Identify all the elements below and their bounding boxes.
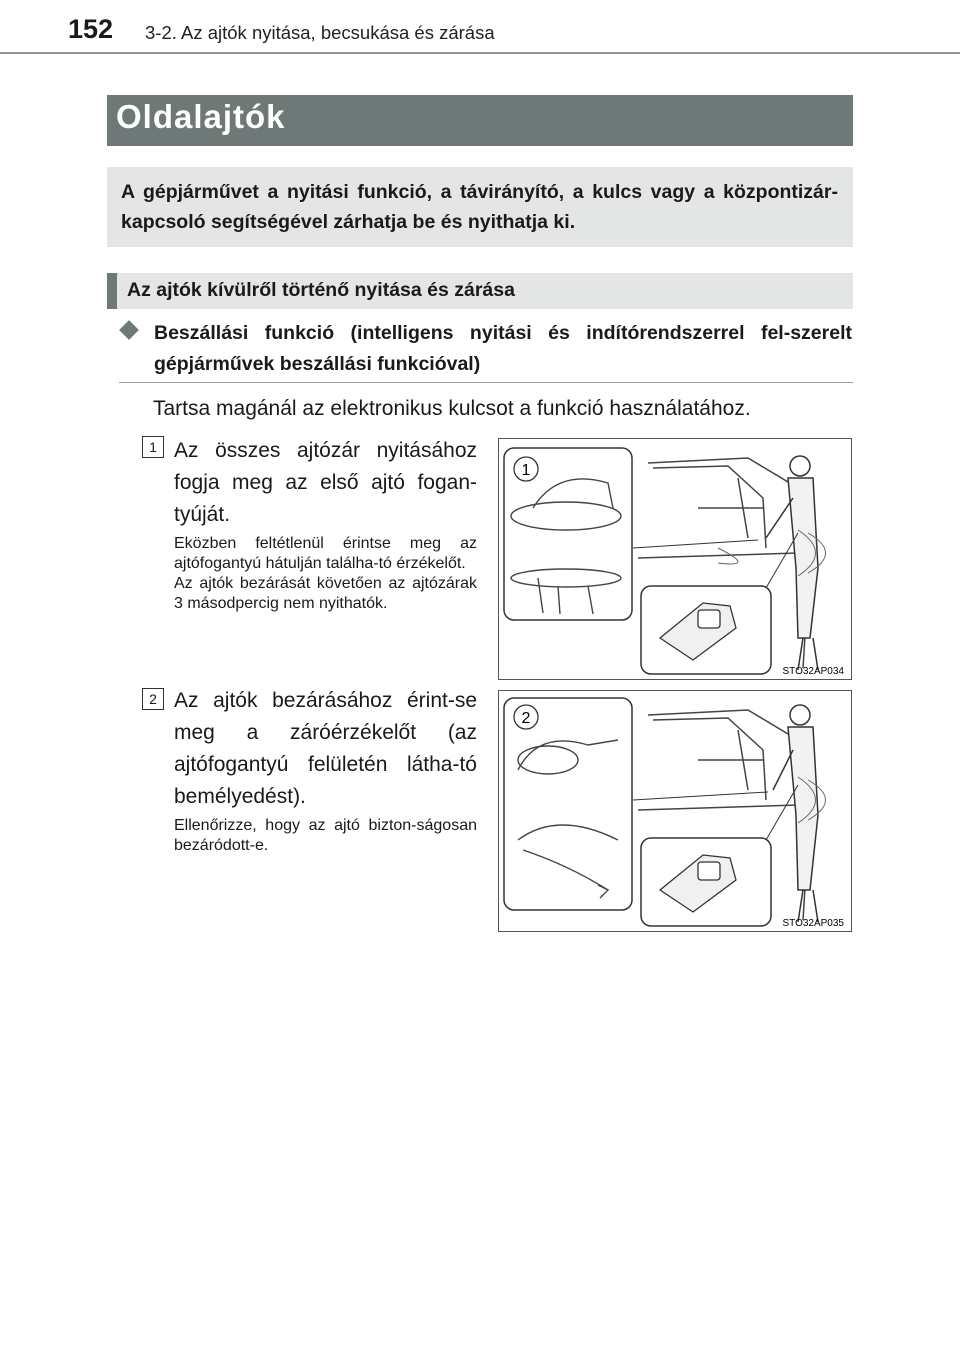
page-number: 152 xyxy=(68,14,114,44)
section-heading: Az ajtók kívülről történő nyitása és zárása xyxy=(127,279,515,301)
figure-2-label: 2 xyxy=(521,710,531,727)
step-2-text: Az ajtók bezárásához érint-se meg a záróérzékelőt (az ajtófogantyú felületén látha-tó bemélyedést). xyxy=(174,689,477,808)
step-number-badge: 1 xyxy=(142,436,164,458)
header-divider xyxy=(0,52,960,54)
step-1-note-text: Eközben feltétlenül érintse meg az ajtófogantyú hátulján találha-tó érzékelőt. Az ajtók bezárását követően az ajtózárak 3 másodpercig nem nyithatók. xyxy=(174,535,477,612)
step-1-text: Az összes ajtózár nyitásához fogja meg az első ajtó fogan-tyúját. xyxy=(174,439,477,526)
step-2-note: Ellenőrizze, hogy az ajtó bizton-ságosan bezáródott-e. xyxy=(174,817,477,854)
chapter-title: 3-2. Az ajtók nyitása, becsukása és zárása xyxy=(145,22,495,43)
figure-lock-illustration xyxy=(498,690,852,932)
figure-unlock-illustration xyxy=(498,438,852,680)
body-text: Tartsa magánál az elektronikus kulcsot a funkció használatához. xyxy=(153,397,751,420)
page-title: Oldalajtók xyxy=(116,98,286,135)
figure-2-code: STO32AP035 xyxy=(782,918,844,929)
step-number-badge: 2 xyxy=(142,688,164,710)
figure-1-label: 1 xyxy=(521,462,531,479)
section-heading-accent xyxy=(107,273,117,309)
figure-1-code: STO32AP034 xyxy=(782,666,844,677)
figure-lock xyxy=(498,690,852,932)
diamond-bullet-icon xyxy=(119,320,139,340)
intro-text: A gépjárművet a nyitási funkció, a távirányító, a kulcs vagy a központizár-kapcsoló segítségével zárhatja be és nyithatja ki. xyxy=(121,181,838,233)
step-1-note xyxy=(174,534,477,614)
figure-unlock xyxy=(498,438,852,680)
subheading-divider xyxy=(119,382,853,383)
subheading: Beszállási funkció (intelligens nyitási és indítórendszerrel fel-szerelt gépjárművek beszállási funkcióval) xyxy=(154,322,852,375)
